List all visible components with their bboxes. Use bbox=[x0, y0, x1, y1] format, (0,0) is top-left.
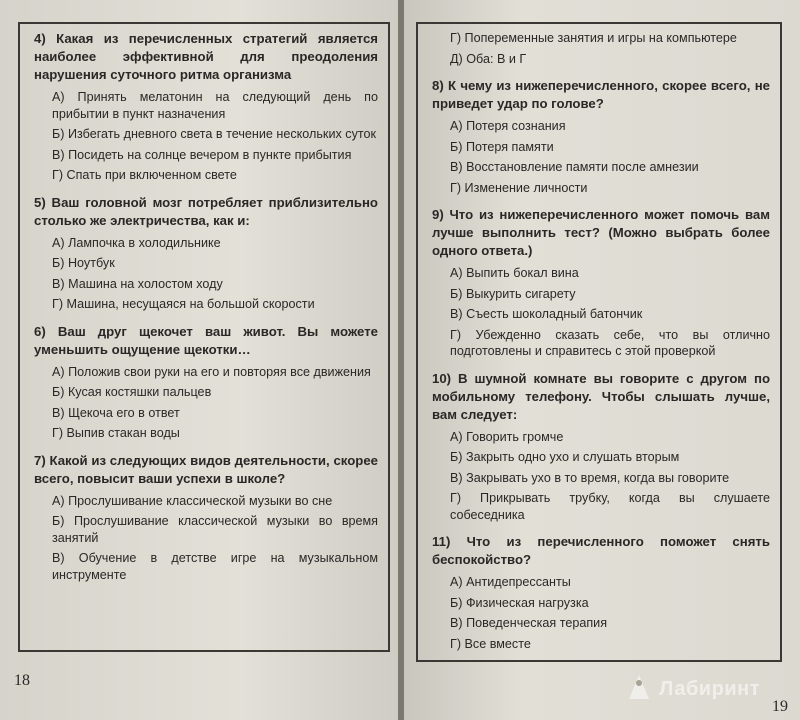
question-block bbox=[432, 77, 770, 196]
answer-option: А) Говорить громче bbox=[450, 429, 564, 444]
answer-option: Б) Избегать дневного света в течение нескольких суток bbox=[52, 127, 377, 141]
answer-option: А) Антидепрессанты bbox=[450, 575, 571, 589]
answer-option: А) Принять мелатонин на следующий день по прибытии в пункт назначения bbox=[52, 90, 378, 121]
answer-option: В) Машина на холостом ходу bbox=[52, 276, 223, 291]
answer-option: В) Щекоча его в ответ bbox=[52, 405, 180, 420]
answer-option: В) Посидеть на солнце вечером в пункте прибытия bbox=[52, 147, 352, 162]
question-block bbox=[432, 370, 770, 524]
answer-option: А) Выпить бокал вина bbox=[450, 266, 579, 280]
page-number-right: 19 bbox=[772, 698, 788, 715]
question-text: 7) Какой из следующих видов деятельности, скорее всего, повысит ваши успехи в школе? bbox=[34, 452, 378, 486]
right-page-frame bbox=[416, 22, 782, 662]
answer-option: Г) Изменение личности bbox=[450, 180, 588, 195]
question-text: 10) В шумной комнате вы говорите с другом по мобильному телефону. Чтобы слышать лучше, вам следует: bbox=[432, 370, 770, 422]
answer-option: Б) Кусая костяшки пальцев bbox=[52, 385, 212, 399]
right-page bbox=[404, 0, 800, 720]
answer-option: А) Положив свои руки на его и повторяя все движения bbox=[52, 364, 371, 379]
question-text: 4) Какая из перечисленных стратегий является наиболее эффективной для преодоления нарушения суточного ритма организма bbox=[34, 31, 378, 82]
question-text: 8) К чему из нижеперечисленного, скорее всего, не приведет удар по голове? bbox=[432, 78, 770, 111]
labyrinth-logo-icon bbox=[628, 674, 650, 700]
answer-option: Г) Спать при включенном свете bbox=[52, 168, 237, 182]
lead-option: Г) Попеременные занятия и игры на компьютере bbox=[450, 31, 737, 45]
left-page-content bbox=[34, 30, 378, 593]
question-text: 6) Ваш друг щекочет ваш живот. Вы можете уменьшить ощущение щекотки… bbox=[34, 323, 378, 357]
question-text: 9) Что из нижеперечисленного может помочь вам лучше выполнить тест? (Можно выбрать более одного ответа.) bbox=[432, 207, 770, 258]
question-block bbox=[34, 194, 378, 313]
question-block bbox=[432, 533, 770, 652]
answer-option: В) Закрывать ухо в то время, когда вы говорите bbox=[450, 470, 730, 485]
answer-option: В) Съесть шоколадный батончик bbox=[450, 307, 643, 321]
lead-option: Д) Оба: В и Г bbox=[450, 51, 527, 66]
answer-option: Г) Выпив стакан воды bbox=[52, 426, 180, 440]
answer-option: Г) Машина, несущаяся на большой скорости bbox=[52, 297, 315, 311]
answer-option: Б) Ноутбук bbox=[52, 256, 115, 270]
question-block bbox=[432, 206, 770, 360]
answer-option: В) Восстановление памяти после амнезии bbox=[450, 160, 699, 174]
question-text: 11) Что из перечисленного поможет снять беспокойство? bbox=[432, 534, 770, 567]
right-page-content bbox=[432, 30, 770, 662]
left-page-frame bbox=[18, 22, 390, 652]
answer-option: Б) Выкурить сигарету bbox=[450, 286, 576, 301]
watermark-text: Лабиринт bbox=[659, 678, 760, 700]
question-block bbox=[34, 323, 378, 442]
answer-option: Г) Убежденно сказать себе, что вы отлично подготовлены и справитесь с этой проверкой bbox=[450, 327, 770, 358]
answer-option: Б) Прослушивание классической музыки во время занятий bbox=[52, 514, 378, 545]
answer-option: Б) Физическая нагрузка bbox=[450, 595, 589, 610]
question-block bbox=[34, 452, 378, 584]
answer-option: Г) Все вместе bbox=[450, 636, 531, 651]
question-block bbox=[34, 30, 378, 184]
answer-option: А) Лампочка в холодильнике bbox=[52, 235, 221, 250]
answer-option: Г) Прикрывать трубку, когда вы слушаете собеседника bbox=[450, 491, 770, 522]
answer-option: Б) Закрыть одно ухо и слушать вторым bbox=[450, 450, 680, 464]
answer-option: А) Прослушивание классической музыки во сне bbox=[52, 493, 333, 508]
answer-option: Б) Потеря памяти bbox=[450, 139, 554, 154]
question-text: 5) Ваш головной мозг потребляет приблизительно столько же электричества, как и: bbox=[34, 194, 378, 228]
page-number-left: 18 bbox=[14, 672, 30, 689]
answer-option: В) Поведенческая терапия bbox=[450, 616, 608, 630]
answer-option: В) Обучение в детстве игре на музыкальном инструменте bbox=[52, 551, 378, 582]
answer-option: А) Потеря сознания bbox=[450, 119, 566, 133]
